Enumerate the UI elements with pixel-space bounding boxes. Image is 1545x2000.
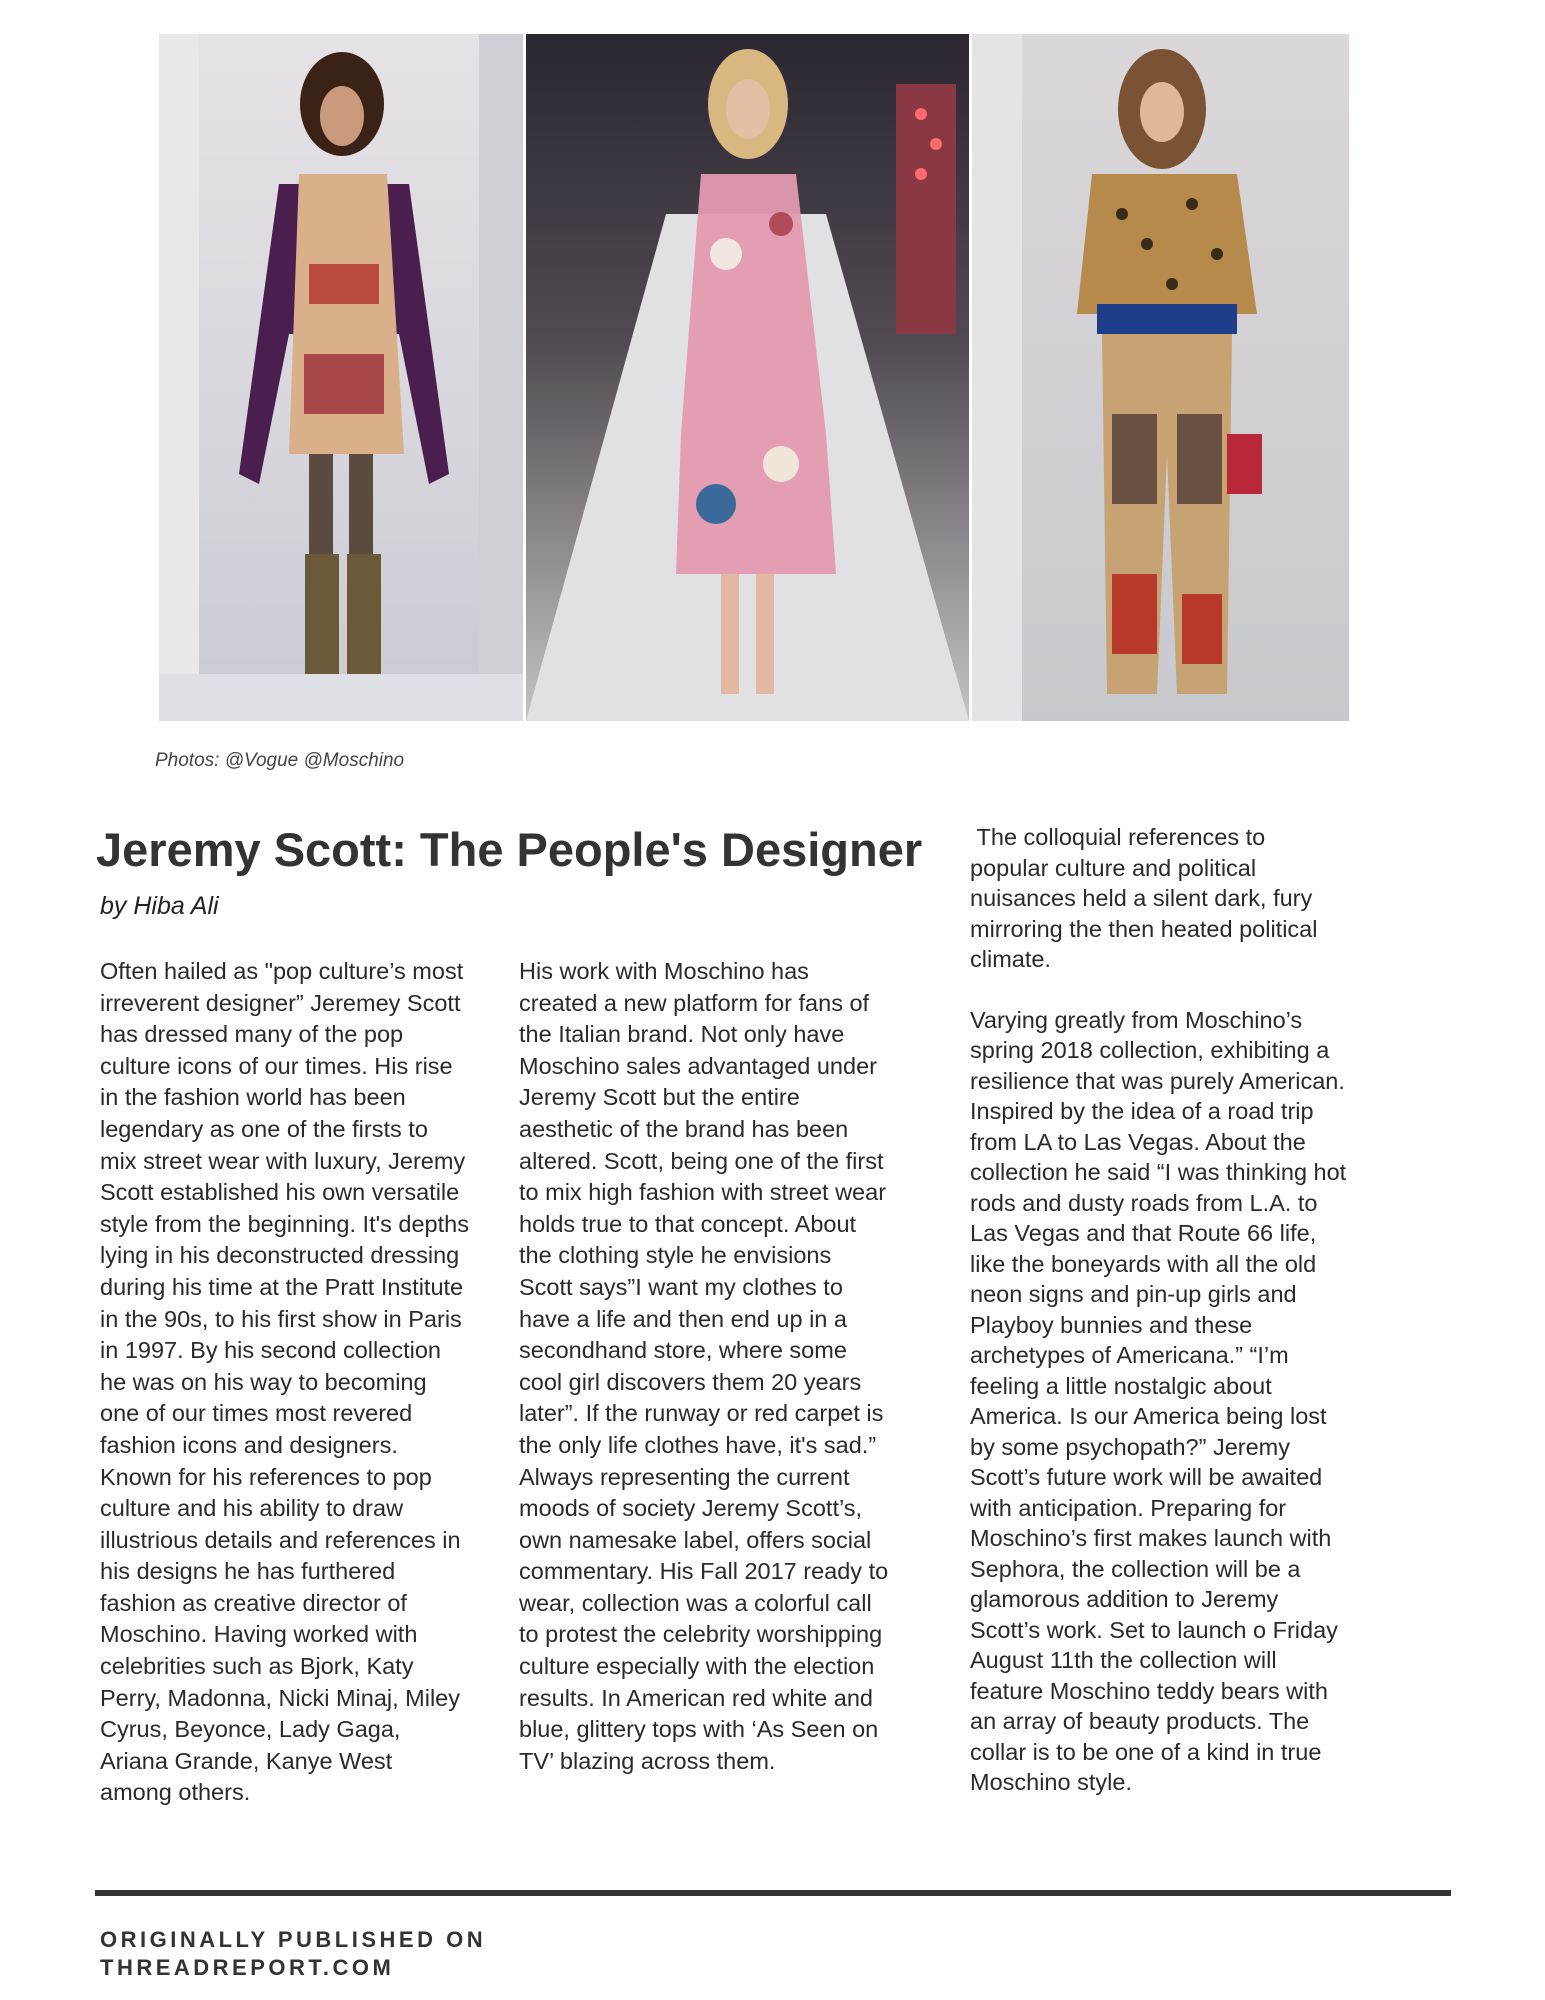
paragraph-gap: [970, 975, 1350, 1005]
runway-photo-2: [526, 34, 969, 721]
article-column-2: [519, 956, 889, 1777]
article-title: Jeremy Scott: The People's Designer: [96, 823, 923, 876]
photo-credit: Photos: @Vogue @Moschino: [155, 750, 405, 771]
runway-photo-1: [159, 34, 523, 721]
paragraph: Often hailed as "pop culture’s most irreverent designer” Jeremey Scott has dressed many of the pop culture icons of our times. His rise in the fashion world has been legendary as one of the firsts to mix street wear with luxury, Jeremy Scott established his own versatile style from the beginning. It's depths lying in his deconstructed dressing during his time at the Pratt Institute in the 90s, to his first show in Paris in 1997. By his second collection he was on his way to becoming one of our times most revered fashion icons and designers. Known for his references to pop culture and his ability to draw illustrious details and references in his designs he has furthered fashion as creative director of Moschino. Having worked with celebrities such as Bjork, Katy Perry, Madonna, Nicki Minaj, Miley Cyrus, Beyonce, Lady Gaga, Ariana Grande, Kanye West among others.: [100, 958, 469, 1806]
footer-divider: [95, 1890, 1451, 1896]
publication-note: [100, 1926, 486, 1982]
paragraph: His work with Moschino has created a new platform for fans of the Italian brand. Not only have Moschino sales advantaged under Jeremy Scott but the entire aesthetic of the brand has been altered. Scott, being one of the first to mix high fashion with street wear holds true to that concept. About the clothing style he envisions Scott says”I want my clothes to have a life and then end up in a secondhand store, where some cool girl discovers them 20 years later”. If the runway or red carpet is the only life clothes have, it's sad.” Always representing the current moods of society Jeremy Scott’s, own namesake label, offers social commentary. His Fall 2017 ready to wear, collection was a colorful call to protest the celebrity worshipping culture especially with the election results. In American red white and blue, glittery tops with ‘As Seen on TV’ blazing across them.: [519, 958, 889, 1774]
publication-note-line-2: THREADREPORT.COM: [100, 1955, 395, 1980]
article-column-1: [100, 956, 470, 1809]
publication-note-line-1: ORIGINALLY PUBLISHED ON: [100, 1927, 487, 1952]
runway-photo-3: [972, 34, 1349, 721]
paragraph: The colloquial references to popular culture and political nuisances held a silent dark, fury mirroring the then heated political climate.: [970, 824, 1325, 972]
article-column-3: [970, 822, 1350, 1798]
paragraph: Varying greatly from Moschino’s spring 2018 collection, exhibiting a resilience that was purely American. Inspired by the idea of a road trip from LA to Las Vegas. About the collection he said “I was thinking hot rods and dusty roads from L.A. to Las Vegas and that Route 66 life, like the boneyards with all the old neon signs and pin-up girls and Playboy bunnies and these archetypes of Americana.” “I’m feeling a little nostalgic about America. Is our America being lost by some psychopath?” Jeremy Scott’s future work will be awaited with anticipation. Preparing for Moschino’s first makes launch with Sephora, the collection will be a glamorous addition to Jeremy Scott’s work. Set to launch o Friday August 11th the collection will feature Moschino teddy bears with an array of beauty products. The collar is to be one of a kind in true Moschino style.: [970, 1006, 1347, 1795]
article-byline: by Hiba Ali: [100, 892, 219, 920]
photo-strip: [159, 34, 1349, 721]
